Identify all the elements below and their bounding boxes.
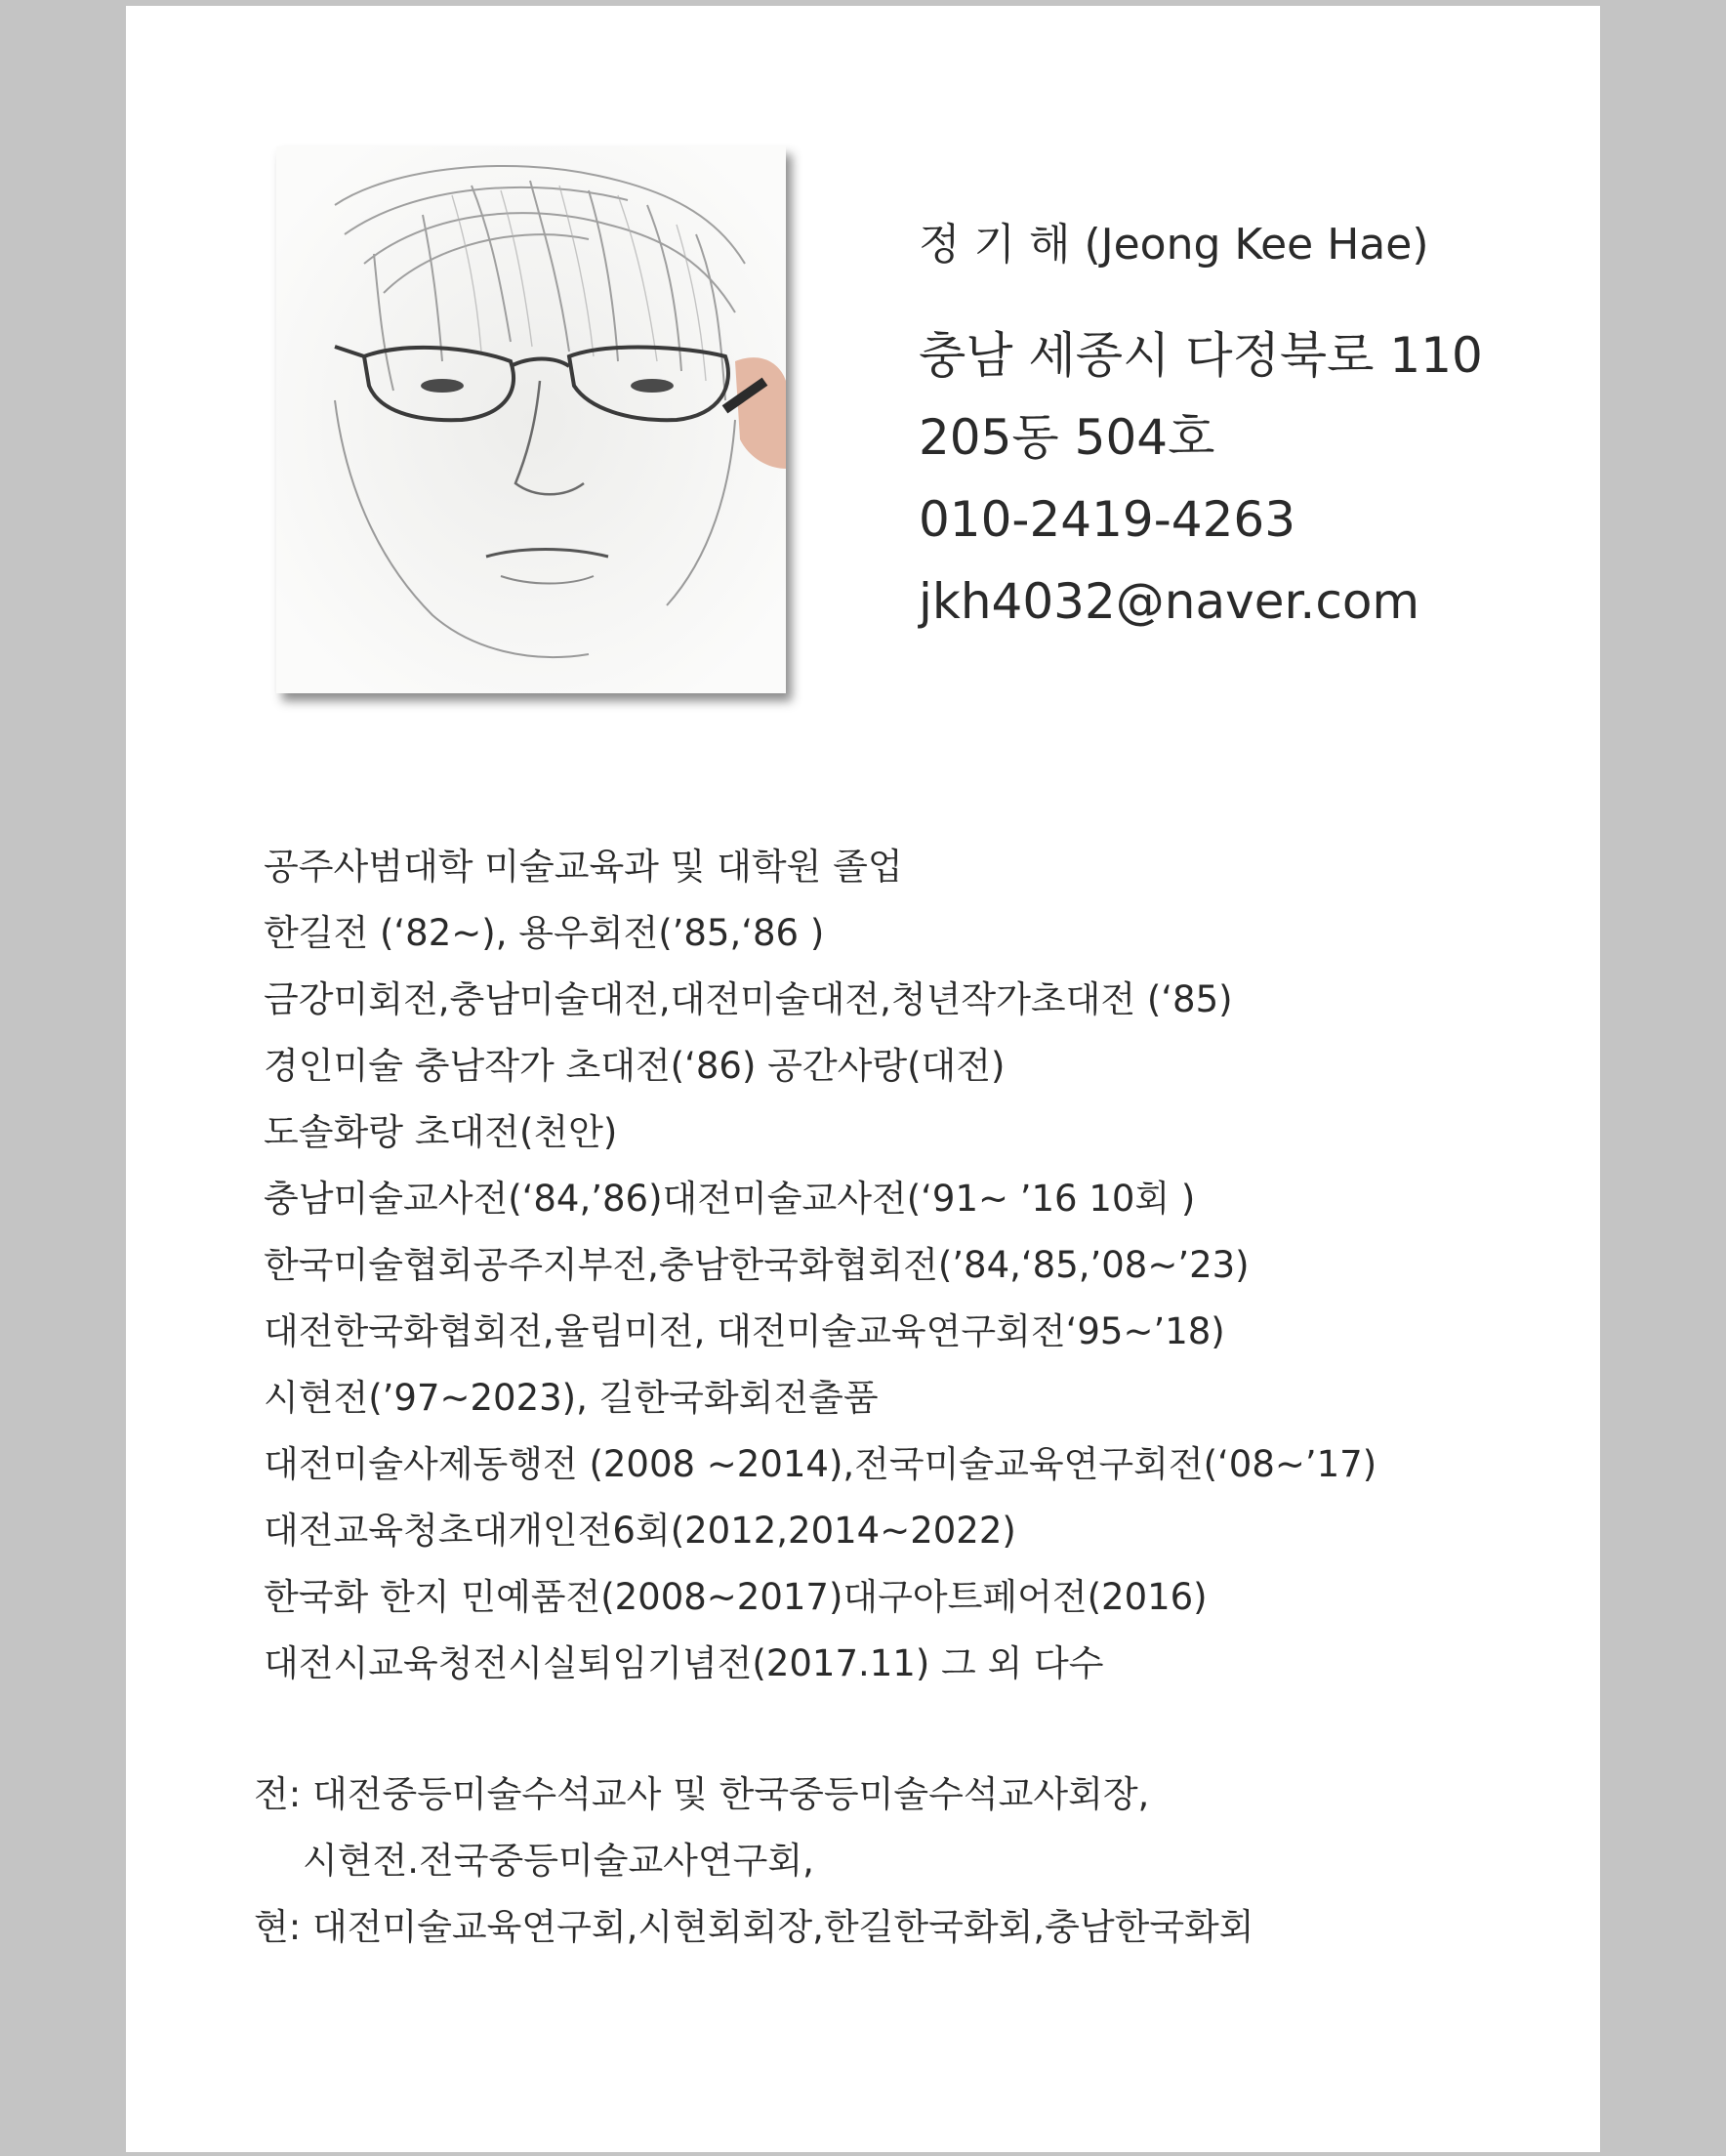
history-item: 공주사범대학 미술교육과 및 대학원 졸업 [264, 846, 903, 888]
current-position-line: 현: 대전미술교육연구회,시현회회장,한길한국화회,충남한국화회 [254, 1906, 1254, 1948]
address-line-1: 충남 세종시 다정북로 110 [919, 327, 1483, 384]
profile-page [126, 6, 1600, 2152]
history-item: 금강미회전,충남미술대전,대전미술대전,청년작가초대전 (‘85) [264, 978, 1233, 1020]
history-item: 한길전 (‘82~), 용우회전(’85,‘86 ) [264, 912, 825, 954]
history-item: 경인미술 충남작가 초대전(‘86) 공간사랑(대전) [264, 1045, 1006, 1087]
email-address: jkh4032@naver.com [919, 573, 1420, 630]
history-item: 한국화 한지 민예품전(2008~2017)대구아트페어전(2016) [264, 1576, 1208, 1618]
history-item: 대전한국화협회전,율림미전, 대전미술교육연구회전‘95~’18) [264, 1310, 1225, 1352]
exhibition-history [264, 834, 1377, 1697]
pencil-sketch-portrait-icon [276, 146, 786, 693]
artist-name: 정 기 해 (Jeong Kee Hae) [919, 220, 1429, 270]
former-position-line-2: 시현전.전국중등미술교사연구회, [303, 1840, 814, 1882]
history-item: 도솔화랑 초대전(천안) [264, 1111, 618, 1153]
history-item: 대전교육청초대개인전6회(2012,2014~2022) [264, 1510, 1016, 1552]
former-position-line-1: 전: 대전중등미술수석교사 및 한국중등미술수석교사회장, [254, 1773, 1150, 1815]
positions-block [254, 1762, 1254, 1961]
history-item: 한국미술협회공주지부전,충남한국화협회전(’84,‘85,’08~’23) [264, 1244, 1250, 1286]
history-item: 대전미술사제동행전 (2008 ~2014),전국미술교육연구회전(‘08~’17) [264, 1443, 1377, 1485]
address-line-2: 205동 504호 [919, 409, 1215, 466]
contact-block [919, 215, 1483, 643]
history-item: 충남미술교사전(‘84,’86)대전미술교사전(‘91~ ’16 10회 ) [264, 1178, 1196, 1220]
portrait-sketch [276, 146, 786, 693]
history-item: 대전시교육청전시실퇴임기념전(2017.11) 그 외 다수 [264, 1642, 1104, 1684]
history-item: 시현전(’97~2023), 길한국화회전출품 [264, 1377, 879, 1419]
phone-number: 010-2419-4263 [919, 491, 1296, 548]
